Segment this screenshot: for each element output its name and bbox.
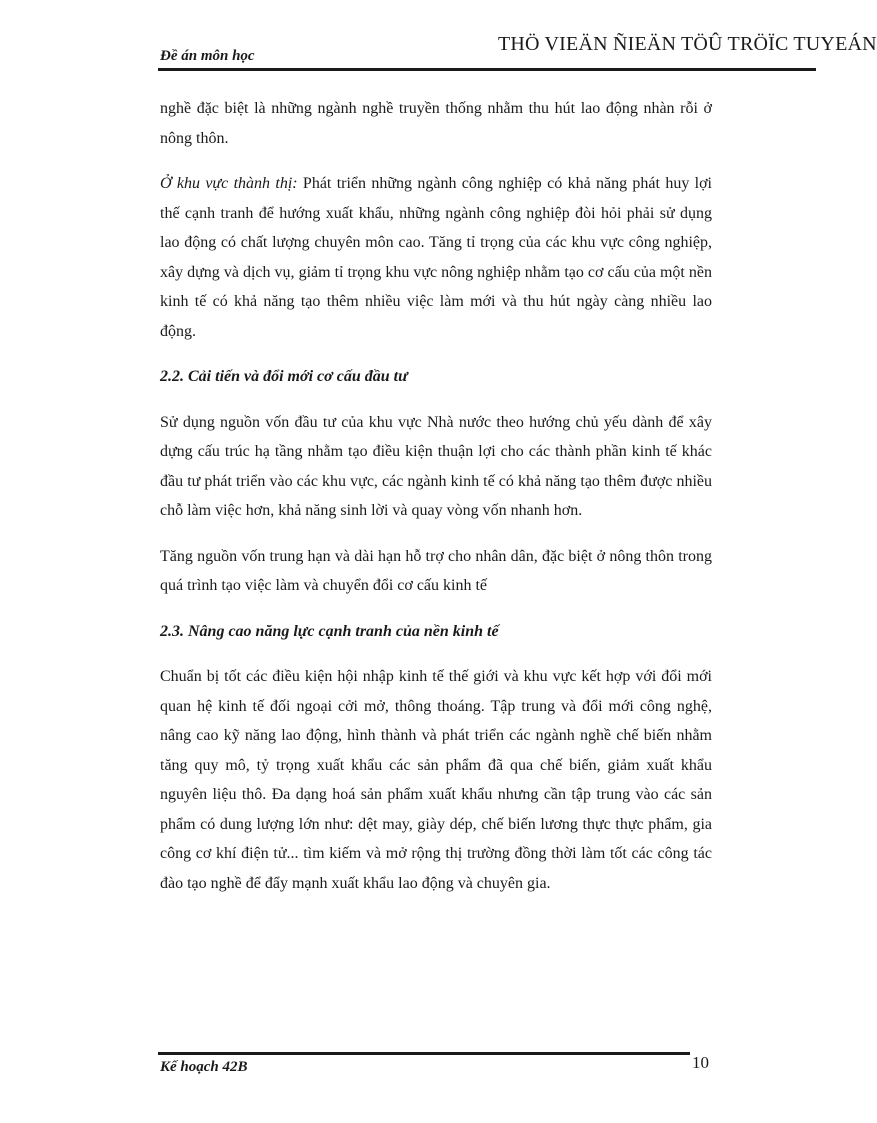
document-body xyxy=(160,94,712,914)
section-heading-2-3: 2.3. Nâng cao năng lực cạnh tranh của nền kinh tế xyxy=(160,622,499,640)
paragraph-urban-lead: Ở khu vực thành thị: xyxy=(160,175,298,192)
header-banner: THÖ VIEÄN ÑIEÄN TÖÛ TRÖÏC TUYEÁN xyxy=(498,33,877,55)
page-number: 10 xyxy=(692,1053,709,1072)
section-heading-2-2: 2.2. Cải tiến và đổi mới cơ cấu đầu tư xyxy=(160,368,408,385)
footer-divider xyxy=(158,1052,690,1055)
paragraph-urban xyxy=(160,169,712,346)
paragraph-investment: Sử dụng nguồn vốn đầu tư của khu vực Nhà nước theo hướng chủ yếu dành để xây dựng cấu trúc hạ tầng nhằm tạo điều kiện thuận lợi cho các thành phần kinh tế khác đầu tư phát triển vào các khu vực, các ngành kinh tế có khả năng tạo thêm được nhiều chỗ làm việc hơn, khả năng sinh lời và quay vòng vốn nhanh hơn. xyxy=(160,413,712,519)
paragraph-capital: Tăng nguồn vốn trung hạn và dài hạn hỗ trợ cho nhân dân, đặc biệt ở nông thôn trong quá trình tạo việc làm và chuyển đổi cơ cấu kinh tế xyxy=(160,547,712,594)
header-title: Đề án môn học xyxy=(160,48,255,64)
paragraph-urban-text: Phát triển những ngành công nghiệp có khả năng phát huy lợi thế cạnh tranh để hướng xuất khẩu, những ngành công nghiệp đòi hỏi phải sử dụng lao động có chất lượng chuyên môn cao. Tăng tỉ trọng của các khu vực công nghiệp, xây dựng và dịch vụ, giảm tỉ trọng khu vực nông nghiệp nhằm tạo cơ cấu của một nền kinh tế có khả năng tạo thêm nhiều việc làm mới và thu hút ngày càng nhiều lao động. xyxy=(160,175,713,340)
paragraph-rural-continuation: nghề đặc biệt là những ngành nghề truyền thống nhằm thu hút lao động nhàn rỗi ở nông thôn. xyxy=(160,100,712,147)
footer-label: Kế hoạch 42B xyxy=(160,1059,248,1075)
header-divider xyxy=(158,68,816,71)
paragraph-competitiveness: Chuẩn bị tốt các điều kiện hội nhập kinh tế thế giới và khu vực kết hợp với đổi mới quan hệ kinh tế đối ngoại cởi mở, thông thoáng. Tập trung và đổi mới công nghệ, nâng cao kỹ năng lao động, hình thành và phát triển các ngành nghề chế biến nhằm tăng quy mô, tỷ trọng xuất khẩu các sản phẩm đã qua chế biến, giảm xuất khẩu nguyên liệu thô. Đa dạng hoá sản phẩm xuất khẩu nhưng cần tập trung vào các sản phẩm có dung lượng lớn như: dệt may, giày dép, chế biến lương thực thực phẩm, gia công cơ khí điện tử... tìm kiếm và mở rộng thị trường đồng thời làm tốt các công tác đào tạo nghề để đẩy mạnh xuất khẩu lao động và chuyên gia. xyxy=(160,668,712,892)
